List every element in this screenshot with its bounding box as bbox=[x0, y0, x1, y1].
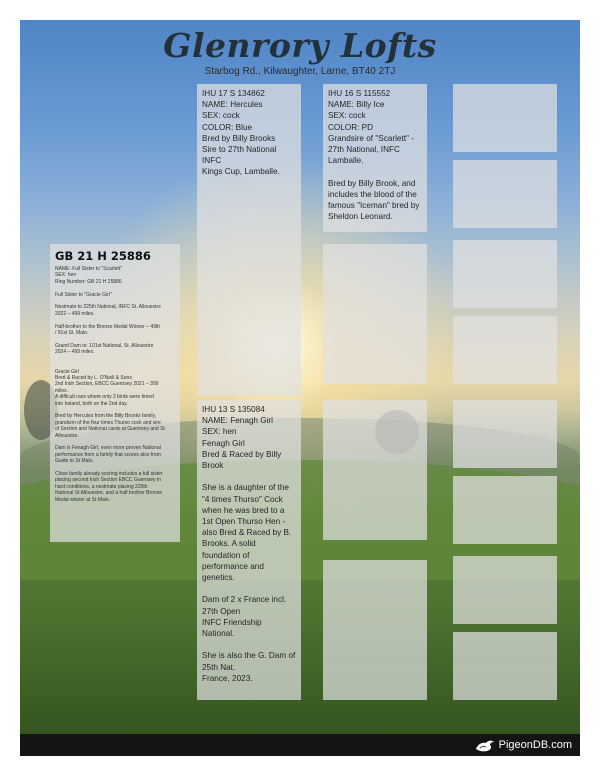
pedigree-card-empty bbox=[453, 240, 557, 308]
pedigree-card-empty bbox=[453, 632, 557, 700]
pedigree-card-grandsire: IHU 16 S 115552 NAME: Billy Ice SEX: cock COLOR: PD Grandsire of "Scarlett" - 27th National, INFC Lamballe. Bred by Billy Brook, and includes the blood of the famous "Iceman" bred by Sheldon Leonard. bbox=[323, 84, 427, 232]
pedigree-card-empty bbox=[453, 160, 557, 228]
loft-address: Starbog Rd., Kilwaughter, Larne, BT40 2TJ bbox=[204, 66, 396, 77]
subject-details: NAME: Full Sister to "Scarlett" SEX: hen Ring Number: GB 21 H 25886 Full Sister to "Gracie Girl" Nestmate to 225th National, INFC St. Allouestre 2022 – 499 miles. Half-brother to the Bronze Medal Winner – 49th / 91st St. Malo. Grand Dam to: 101st National, St. Allouestre 2024 – 499 miles. Gracie Girl Bred & Raced by L. O'Neill & Sons 2nd Irish Section, EBCC Guernsey 2021 – 399 miles. A difficult race where only 2 birds were timed into Ireland, both on the 2nd day. Bred by Hercules from the Billy Brooks family, grandson of the four times Thurso cock and sire of Section and National cards at Guernsey and St Allouestre. Dam is Fenagh Girl, even more proven National performance from a family that scores also from Guide to St Malo. Close family already scoring includes a full sister placing second Irish Section EBCC Guernsey in hard conditions, a nestmate placing 225th National St Allouestre, and a half brother Bronze Medal winner at St Malo. bbox=[55, 266, 165, 503]
pedigree-page bbox=[20, 20, 580, 756]
pigeondb-logo[interactable] bbox=[474, 738, 572, 752]
pedigree-card-empty bbox=[453, 316, 557, 384]
footer-bar bbox=[20, 734, 580, 756]
subject-panel bbox=[50, 244, 180, 542]
pedigree-card-dam: IHU 13 S 135084 NAME: Fenagh Girl SEX: hen Fenagh Girl Bred & Raced by Billy Brook She is a daughter of the "4 times Thurso" Cock when he was bred to a 1st Open Thurso Hen - also Bred & Raced by B. Brooks. A solid foundation of performance and genetics. Dam of 2 x France incl. 27th Open INFC Friendship National. She is also the G. Dam of 25th Nat. France, 2023. bbox=[197, 400, 301, 700]
pedigree-card-sire: IHU 17 S 134862 NAME: Hercules SEX: cock COLOR: Blue Bred by Billy Brooks Sire to 27th National INFC Kings Cup, Lamballe. bbox=[197, 84, 301, 396]
pedigree-card-empty bbox=[323, 560, 427, 700]
page-title: Glenrory Lofts bbox=[163, 26, 437, 65]
pedigree-card-empty bbox=[453, 556, 557, 624]
pedigree-card-empty bbox=[453, 84, 557, 152]
subject-ring-number: GB 21 H 25886 bbox=[55, 249, 151, 263]
pedigree-card-empty bbox=[323, 400, 427, 540]
pigeon-icon bbox=[474, 739, 496, 752]
logo-text: PigeonDB.com bbox=[498, 739, 572, 751]
pedigree-card-empty bbox=[453, 476, 557, 544]
pedigree-card-empty bbox=[323, 244, 427, 384]
pedigree-card-empty bbox=[453, 400, 557, 468]
